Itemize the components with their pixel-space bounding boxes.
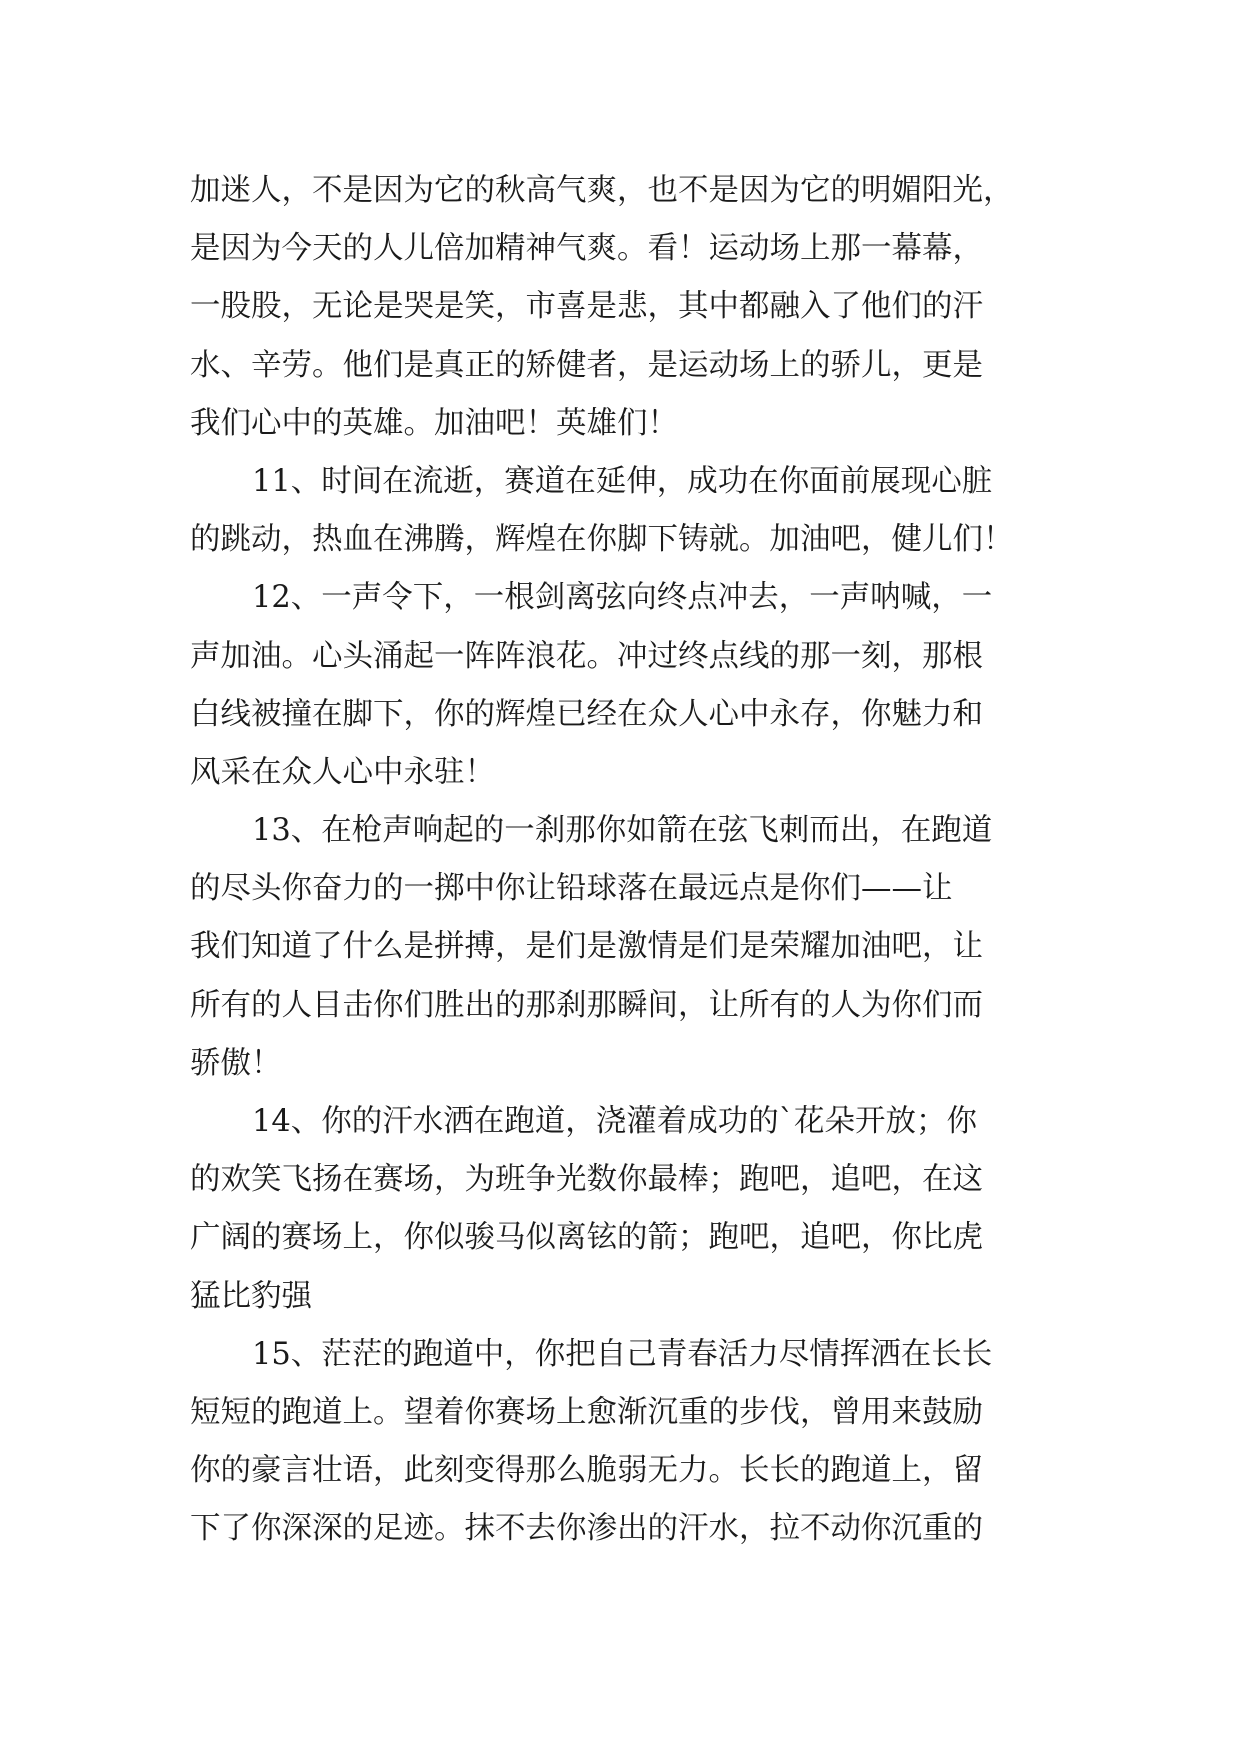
- text-line: 骄傲！: [190, 1045, 282, 1081]
- text-line: 白线被撞在脚下，你的辉煌已经在众人心中永存，你魅力和: [190, 696, 983, 732]
- text-line: 声加油。心头涌起一阵阵浪花。冲过终点线的那一刻，那根: [190, 638, 983, 674]
- text-line: 的跳动，热血在沸腾，辉煌在你脚下铸就。加油吧，健儿们！: [190, 522, 1014, 558]
- paragraph-first-line: 11、时间在流逝，赛道在延伸，成功在你面前展现心脏: [252, 463, 993, 499]
- paragraph-first-line: 15、茫茫的跑道中，你把自己青春活力尽情挥洒在长长: [252, 1336, 993, 1372]
- text-line: 你的豪言壮语，此刻变得那么脆弱无力。长长的跑道上，留: [190, 1453, 983, 1489]
- text-line: 是因为今天的人儿倍加精神气爽。看！运动场上那一幕幕，: [190, 231, 983, 267]
- text-line: 我们知道了什么是拼搏，是们是激情是们是荣耀加油吧，让: [190, 929, 983, 965]
- text-line: 所有的人目击你们胜出的那刹那瞬间，让所有的人为你们而: [190, 987, 983, 1023]
- paragraph-first-line: 14、你的汗水洒在跑道，浇灌着成功的`花朵开放；你: [252, 1104, 978, 1139]
- text-line: 猛比豹强: [190, 1278, 312, 1314]
- text-line: 的尽头你奋力的一掷中你让铅球落在最远点是你们——让: [190, 871, 953, 907]
- text-line: 水、辛劳。他们是真正的矫健者，是运动场上的骄儿，更是: [190, 347, 983, 383]
- text-line: 我们心中的英雄。加油吧！英雄们！: [190, 405, 678, 441]
- body-text: [190, 162, 1070, 1559]
- text-line: 加迷人，不是因为它的秋高气爽，也不是因为它的明媚阳光，: [190, 173, 1014, 208]
- paragraph-first-line: 12、一声令下，一根剑离弦向终点冲去，一声呐喊，一: [252, 580, 993, 616]
- text-line: 的欢笑飞扬在赛场，为班争光数你最棒；跑吧，追吧，在这: [190, 1162, 983, 1198]
- text-line: 下了你深深的足迹。抹不去你渗出的汗水，拉不动你沉重的: [190, 1511, 983, 1547]
- paragraph-first-line: 13、在枪声响起的一刹那你如箭在弦飞刺而出，在跑道: [252, 813, 993, 849]
- text-line: 风采在众人心中永驻！: [190, 754, 495, 790]
- text-line: 广阔的赛场上，你似骏马似离铉的箭；跑吧，追吧，你比虎: [190, 1220, 983, 1256]
- text-line: 一股股，无论是哭是笑，市喜是悲，其中都融入了他们的汗: [190, 289, 983, 325]
- text-line: 短短的跑道上。望着你赛场上愈渐沉重的步伐，曾用来鼓励: [190, 1394, 983, 1430]
